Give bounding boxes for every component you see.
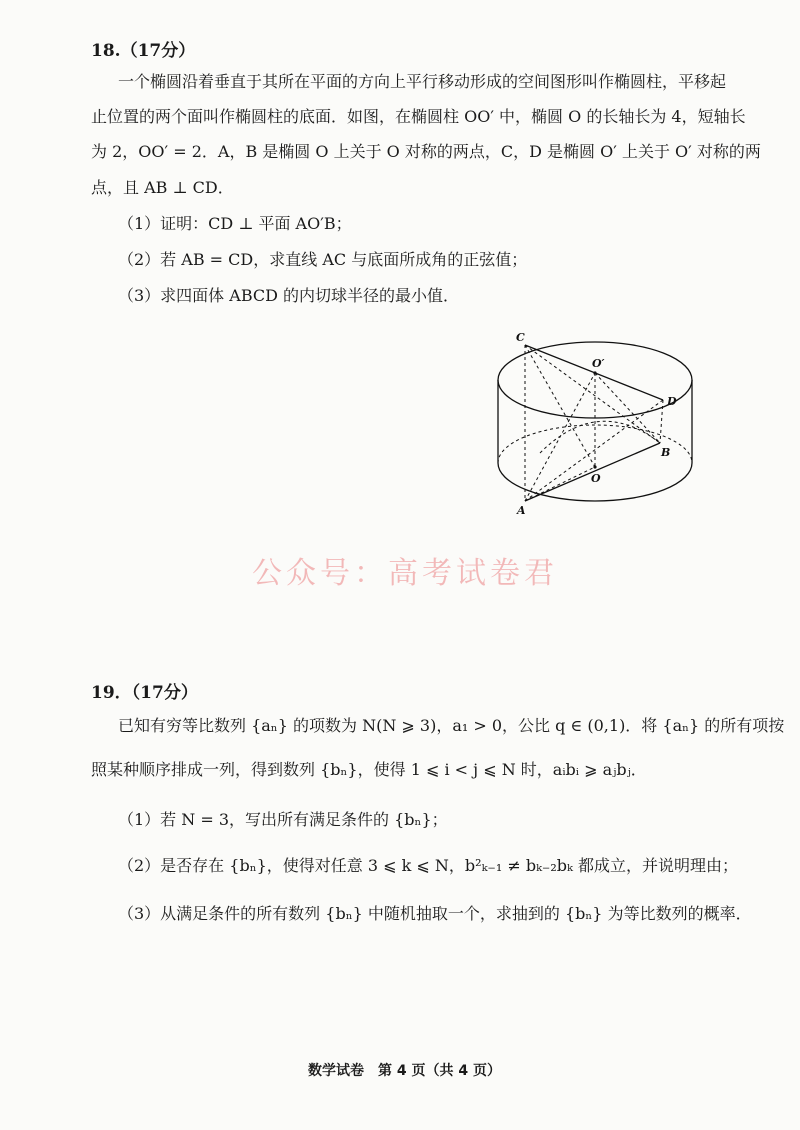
segment-DB <box>660 400 663 443</box>
watermark: 公众号：高考试卷君 <box>252 556 558 591</box>
q18-stem-line-3: 为 2，OO′ = 2．A，B 是椭圆 O 上关于 O 对称的两点，C，D 是椭圆 O′ 上关于 O′ 对称的两 <box>91 142 761 161</box>
segment-CO <box>525 345 595 467</box>
segment-AO-prime <box>525 373 595 501</box>
q18-stem-line-2: 止位置的两个面叫作椭圆柱的底面．如图，在椭圆柱 OO′ 中，椭圆 O 的长轴长为 4，短轴长 <box>91 107 746 126</box>
question-18-number: 18.（17分） <box>91 41 196 61</box>
q19-part-1: （1）若 N = 3，写出所有满足条件的 {bₙ}； <box>118 810 448 829</box>
label-O: O <box>591 472 601 485</box>
elliptic-cylinder-figure <box>480 325 710 520</box>
q19-part-2: （2）是否存在 {bₙ}，使得对任意 3 ⩽ k ⩽ N，b²ₖ₋₁ ≠ bₖ₋₂bₖ 都成立，并说明理由； <box>118 856 738 875</box>
label-D: D <box>667 395 677 408</box>
question-19-number: 19．（17分） <box>91 683 198 703</box>
q18-part-2: （2）若 AB = CD，求直线 AC 与底面所成角的正弦值； <box>118 250 528 269</box>
label-A: A <box>517 504 526 517</box>
label-B: B <box>661 446 671 459</box>
label-O-prime: O′ <box>592 357 605 370</box>
q19-stem-line-1: 已知有穷等比数列 {aₙ} 的项数为 N(N ⩾ 3)，a₁ > 0，公比 q ∈ (0,1)．将 {aₙ} 的所有项按 <box>118 716 785 735</box>
dashed-arc <box>540 421 660 453</box>
q19-part-3: （3）从满足条件的所有数列 {bₙ} 中随机抽取一个，求抽到的 {bₙ} 为等比数列的概率． <box>118 904 752 923</box>
segment-O-prime-B <box>595 373 660 443</box>
q19-stem-line-2: 照某种顺序排成一列，得到数列 {bₙ}，使得 1 ⩽ i < j ⩽ N 时，aᵢbᵢ ⩾ aⱼbⱼ． <box>91 760 647 779</box>
q18-stem-line-4: 点，且 AB ⊥ CD． <box>91 178 234 197</box>
page-footer: 数学试卷 第 4 页（共 4 页） <box>308 1063 501 1079</box>
label-C: C <box>516 331 525 344</box>
q18-part-3: （3）求四面体 ABCD 的内切球半径的最小值． <box>118 286 460 305</box>
q18-stem-line-1: 一个椭圆沿着垂直于其所在平面的方向上平行移动形成的空间图形叫作椭圆柱，平移起 <box>118 72 727 91</box>
q18-part-1: （1）证明：CD ⊥ 平面 AO′B； <box>118 214 352 233</box>
